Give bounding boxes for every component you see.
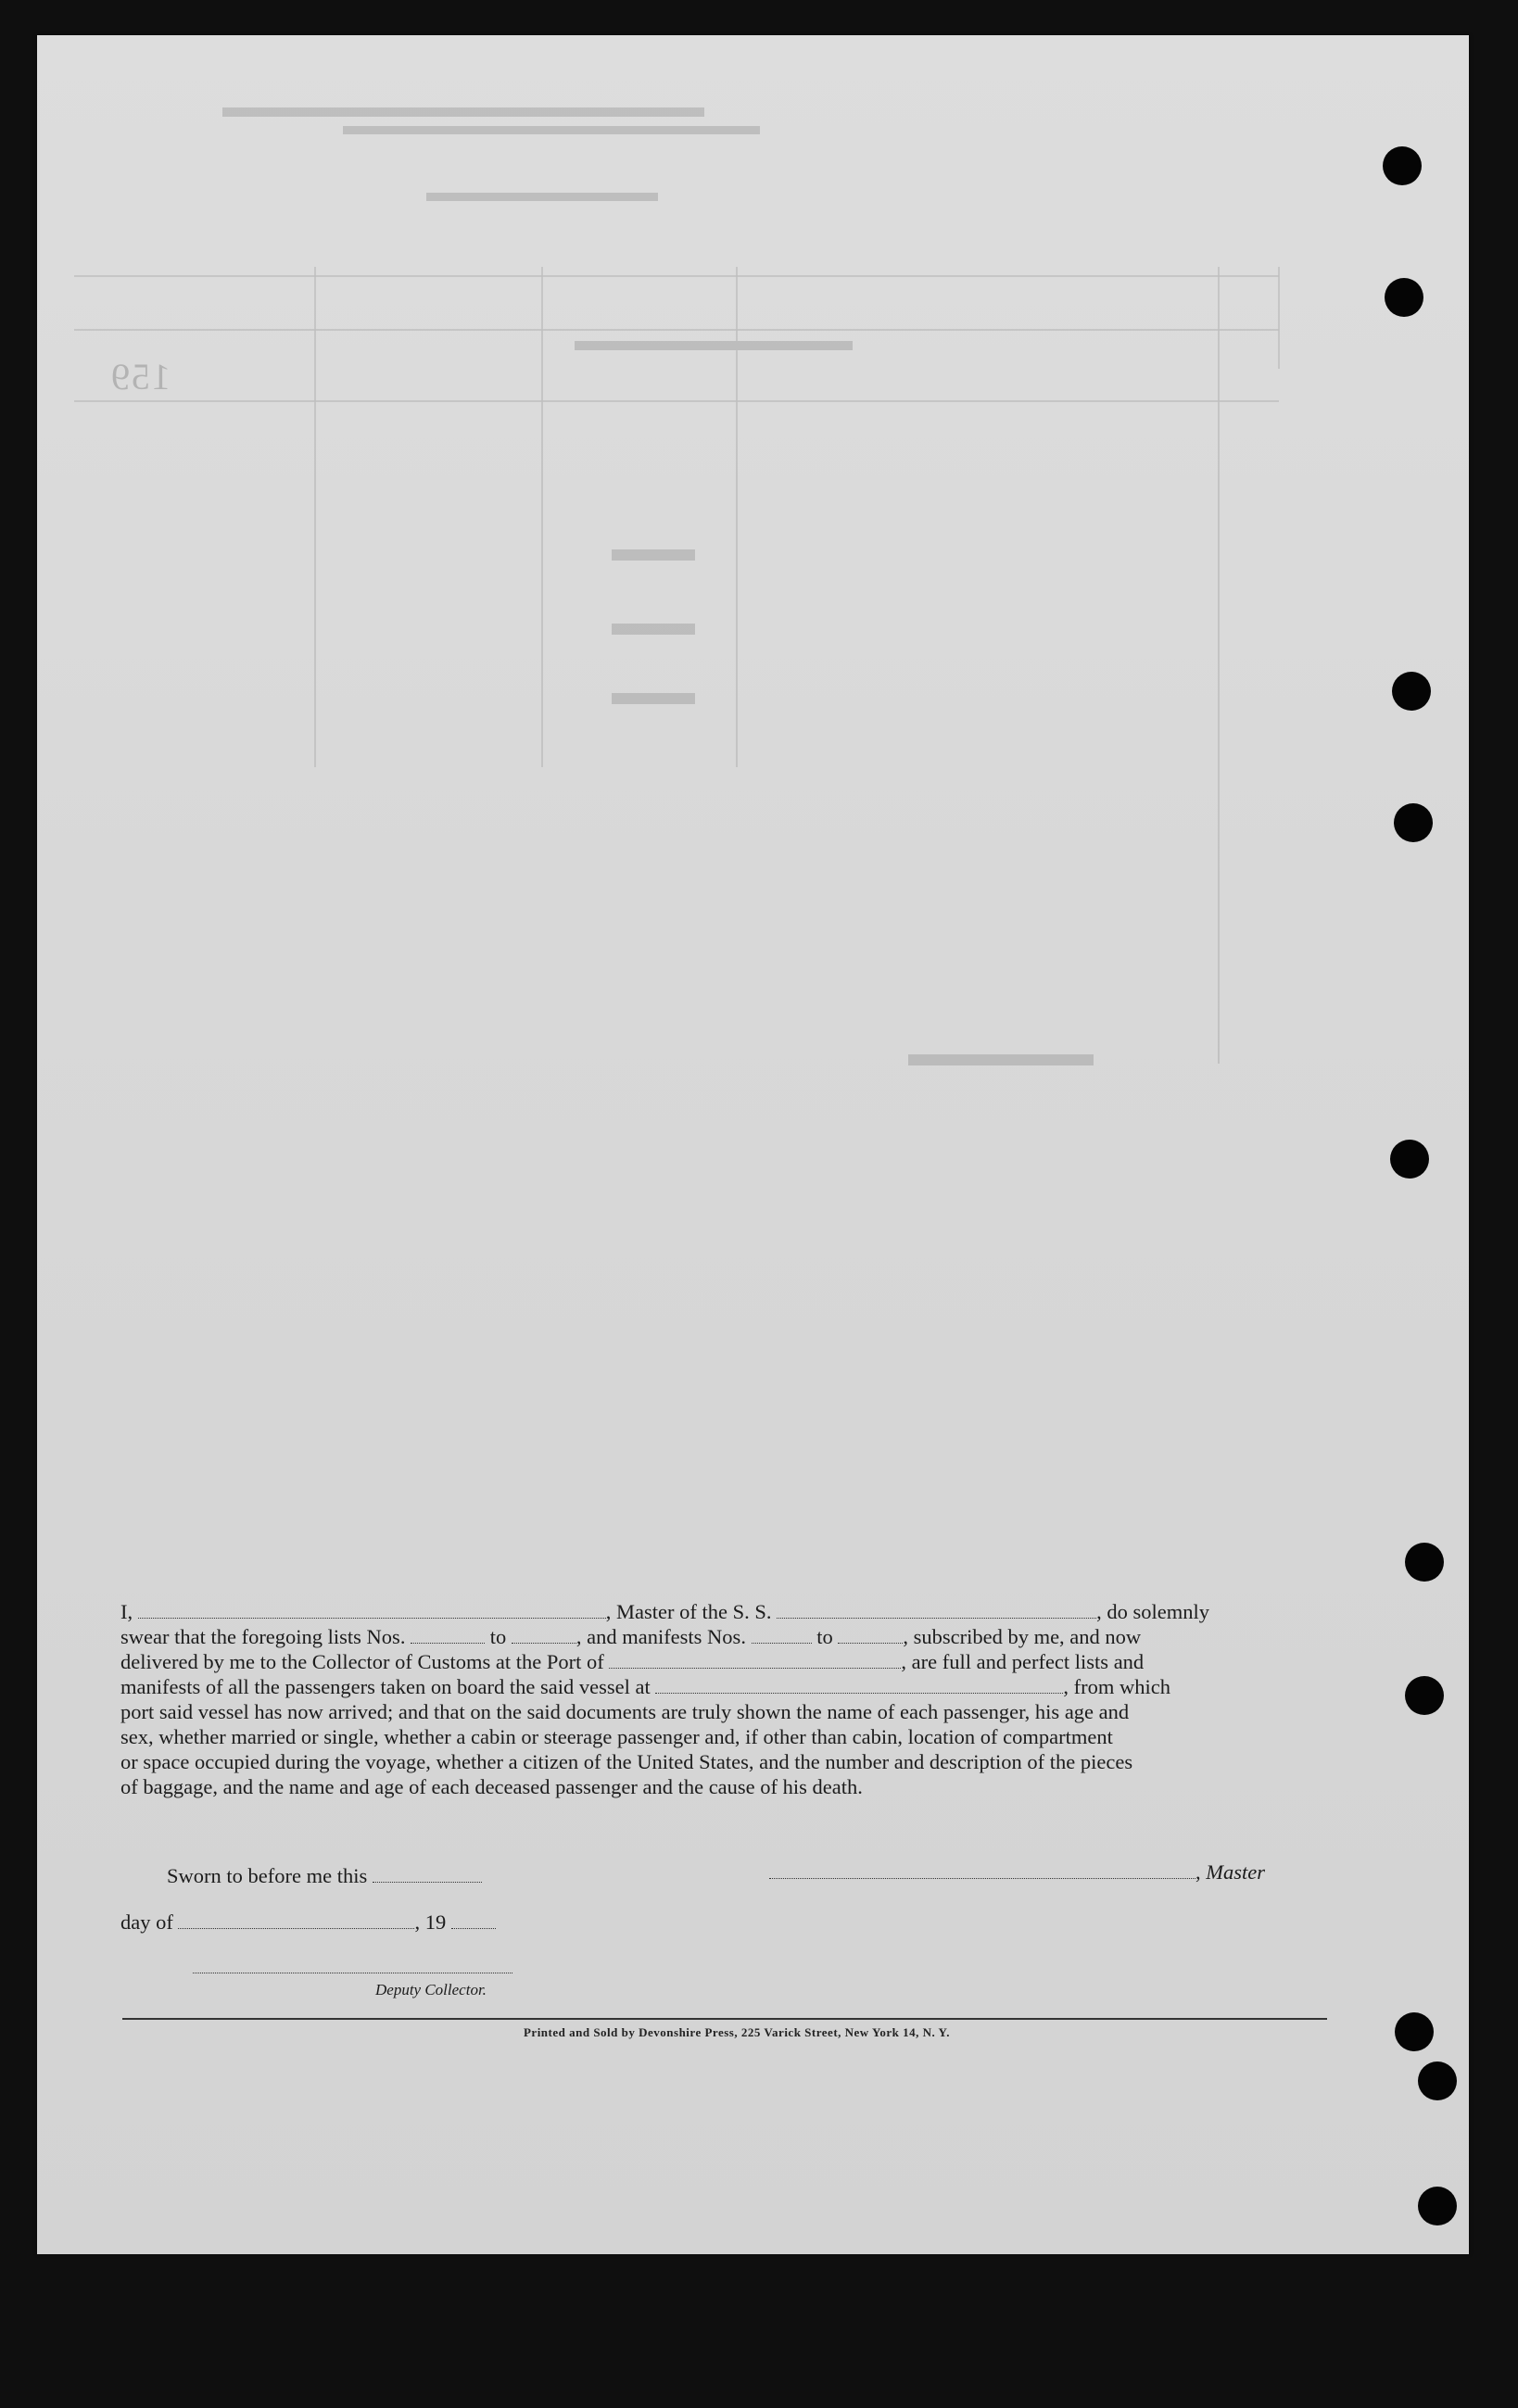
punch-hole	[1390, 1140, 1429, 1179]
punch-hole	[1385, 278, 1423, 317]
port-blank[interactable]	[609, 1651, 901, 1669]
manifests-from-blank[interactable]	[752, 1626, 812, 1644]
manifests-to-blank[interactable]	[838, 1626, 903, 1644]
declaration-line-8: of baggage, and the name and age of each deceased passenger and the cause of his death.	[120, 1775, 863, 1798]
declaration-text: , Master of the S. S.	[605, 1600, 772, 1623]
declaration-text: swear that the foregoing lists Nos.	[120, 1625, 406, 1648]
ship-name-blank[interactable]	[777, 1601, 1096, 1619]
year-blank[interactable]	[451, 1911, 496, 1929]
punch-hole	[1418, 2061, 1457, 2100]
declaration-text: to	[816, 1625, 833, 1648]
punch-hole	[1394, 803, 1433, 842]
departure-port-blank[interactable]	[655, 1676, 1063, 1694]
day-of-label: day of	[120, 1910, 173, 1934]
punch-hole	[1395, 2012, 1434, 2051]
declaration-text: , are full and perfect lists and	[901, 1650, 1145, 1673]
sworn-label: Sworn to before me this	[167, 1864, 368, 1887]
declaration-text: , and manifests Nos.	[576, 1625, 746, 1648]
footer-rule	[122, 2018, 1327, 2020]
punch-hole	[1405, 1676, 1444, 1715]
declaration-line-5: port said vessel has now arrived; and that on the said documents are truly shown the name of each passenger, his age and	[120, 1700, 1130, 1723]
year-prefix: , 19	[414, 1910, 447, 1934]
punch-hole	[1383, 146, 1422, 185]
punch-hole	[1392, 672, 1431, 711]
deputy-collector-label: Deputy Collector.	[375, 1981, 487, 1998]
master-name-blank[interactable]	[138, 1601, 606, 1619]
declaration-text: manifests of all the passengers taken on board the said vessel at	[120, 1675, 651, 1698]
declaration-text: , do solemnly	[1096, 1600, 1209, 1623]
month-blank[interactable]	[178, 1911, 414, 1929]
document-page	[37, 35, 1469, 2254]
punch-hole	[1405, 1543, 1444, 1582]
master-label: Master	[1206, 1860, 1265, 1884]
master-signature-blank[interactable]	[769, 1861, 1195, 1879]
declaration-line-6: sex, whether married or single, whether a cabin or steerage passenger and, if other than cabin, location of compartment	[120, 1725, 1113, 1748]
declaration-text: , subscribed by me, and now	[903, 1625, 1142, 1648]
declaration-line-7: or space occupied during the voyage, whether a citizen of the United States, and the number and description of the pieces	[120, 1750, 1133, 1773]
declaration-line-1	[120, 1599, 1362, 1624]
declaration-text: I,	[120, 1600, 133, 1623]
printer-imprint: Printed and Sold by Devonshire Press, 225 Varick Street, New York 14, N. Y.	[523, 2025, 951, 2039]
sworn-before-line	[167, 1864, 482, 1888]
date-line	[120, 1910, 496, 1935]
bleed-through-manifest-table	[37, 35, 1469, 1091]
lists-from-blank[interactable]	[411, 1626, 485, 1644]
declaration-line-2	[120, 1624, 1362, 1649]
bleed-through-number: 159	[109, 356, 171, 397]
declaration-text: to	[489, 1625, 507, 1648]
declaration-line-3	[120, 1649, 1362, 1674]
punch-hole	[1418, 2187, 1457, 2225]
master-signature-line: , Master	[769, 1860, 1265, 1885]
declaration-text: , from which	[1063, 1675, 1170, 1698]
sworn-day-blank[interactable]	[373, 1865, 482, 1883]
declaration-line-4	[120, 1674, 1362, 1699]
declaration-text: delivered by me to the Collector of Customs at the Port of	[120, 1650, 604, 1673]
masters-declaration	[120, 1599, 1362, 1799]
lists-to-blank[interactable]	[512, 1626, 576, 1644]
